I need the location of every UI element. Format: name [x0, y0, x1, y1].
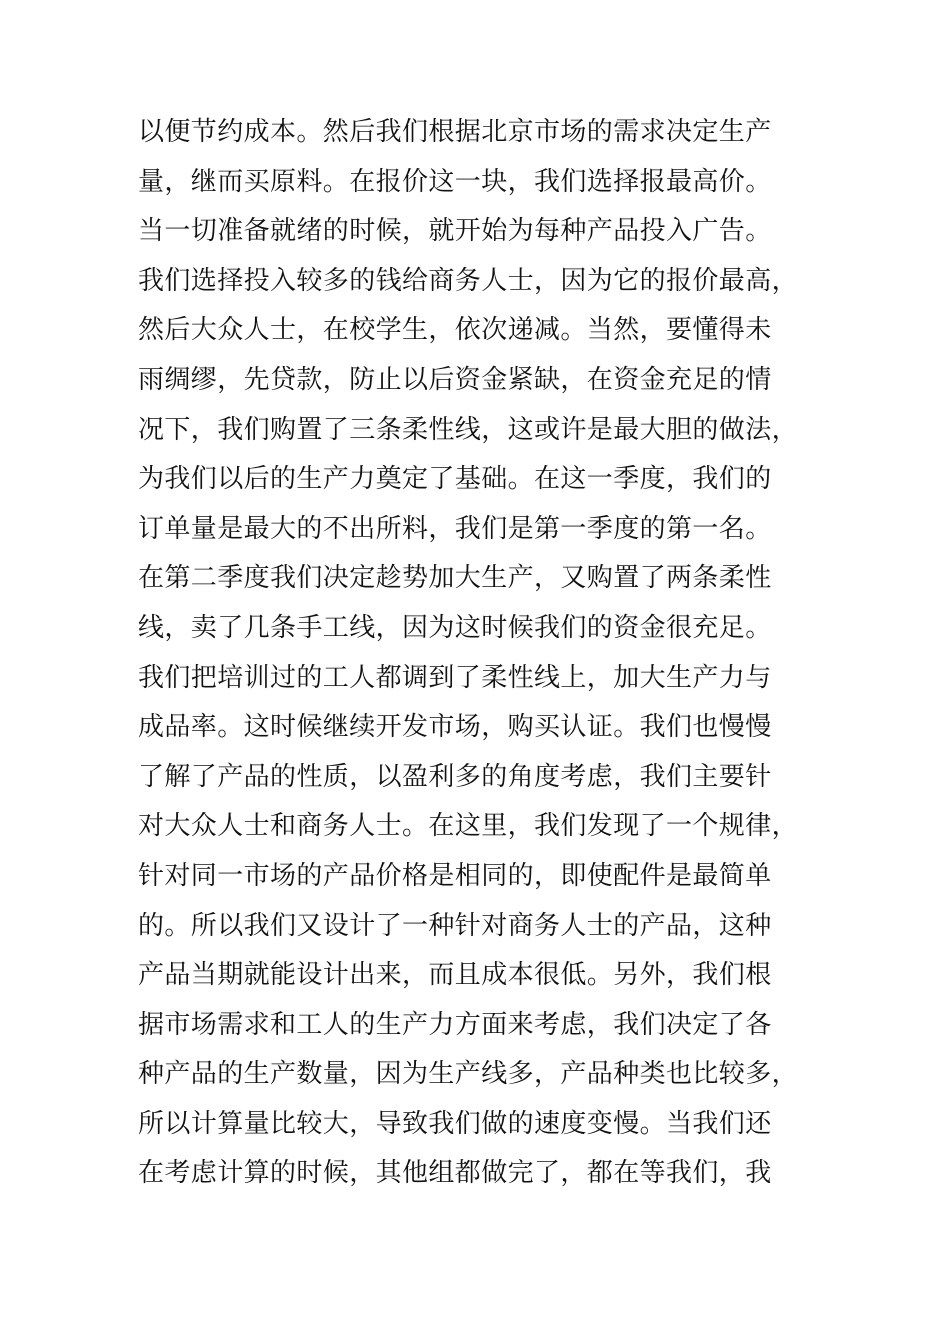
- text-line: 对大众人士和商务人士。在这里，我们发现了一个规律，: [138, 811, 799, 842]
- text-line: 况下，我们购置了三条柔性线，这或许是最大胆的做法，: [138, 414, 799, 445]
- text-line: 线，卖了几条手工线，因为这时候我们的资金很充足。: [138, 612, 772, 643]
- text-line: 在第二季度我们决定趁势加大生产，又购置了两条柔性: [138, 563, 772, 594]
- text-line: 我们把培训过的工人都调到了柔性线上，加大生产力与: [138, 662, 772, 693]
- text-line: 在考虑计算的时候，其他组都做完了，都在等我们，我: [138, 1158, 772, 1189]
- text-line: 针对同一市场的产品价格是相同的，即使配件是最简单: [138, 860, 772, 891]
- text-line: 订单量是最大的不出所料，我们是第一季度的第一名。: [138, 513, 772, 544]
- text-line: 的。所以我们又设计了一种针对商务人士的产品，这种: [138, 910, 772, 941]
- text-line: 据市场需求和工人的生产力方面来考虑，我们决定了各: [138, 1009, 772, 1040]
- text-line: 为我们以后的生产力奠定了基础。在这一季度，我们的: [138, 464, 772, 495]
- text-line: 我们选择投入较多的钱给商务人士，因为它的报价最高，: [138, 265, 799, 296]
- text-line: 种产品的生产数量，因为生产线多，产品种类也比较多，: [138, 1059, 799, 1090]
- text-line: 成品率。这时候继续开发市场，购买认证。我们也慢慢: [138, 712, 772, 743]
- text-line: 产品当期就能设计出来，而且成本很低。另外，我们根: [138, 960, 772, 991]
- text-line: 然后大众人士，在校学生，依次递减。当然，要懂得未: [138, 315, 772, 346]
- text-line: 所以计算量比较大，导致我们做的速度变慢。当我们还: [138, 1108, 772, 1139]
- text-line: 雨绸缪，先贷款，防止以后资金紧缺，在资金充足的情: [138, 364, 772, 395]
- text-line: 量，继而买原料。在报价这一块，我们选择报最高价。: [138, 166, 772, 197]
- text-line: 了解了产品的性质，以盈利多的角度考虑，我们主要针: [138, 761, 772, 792]
- text-line: 当一切准备就绪的时候，就开始为每种产品投入广告。: [138, 216, 772, 247]
- text-line: 以便节约成本。然后我们根据北京市场的需求决定生产: [138, 117, 772, 147]
- body-text: [138, 108, 838, 1199]
